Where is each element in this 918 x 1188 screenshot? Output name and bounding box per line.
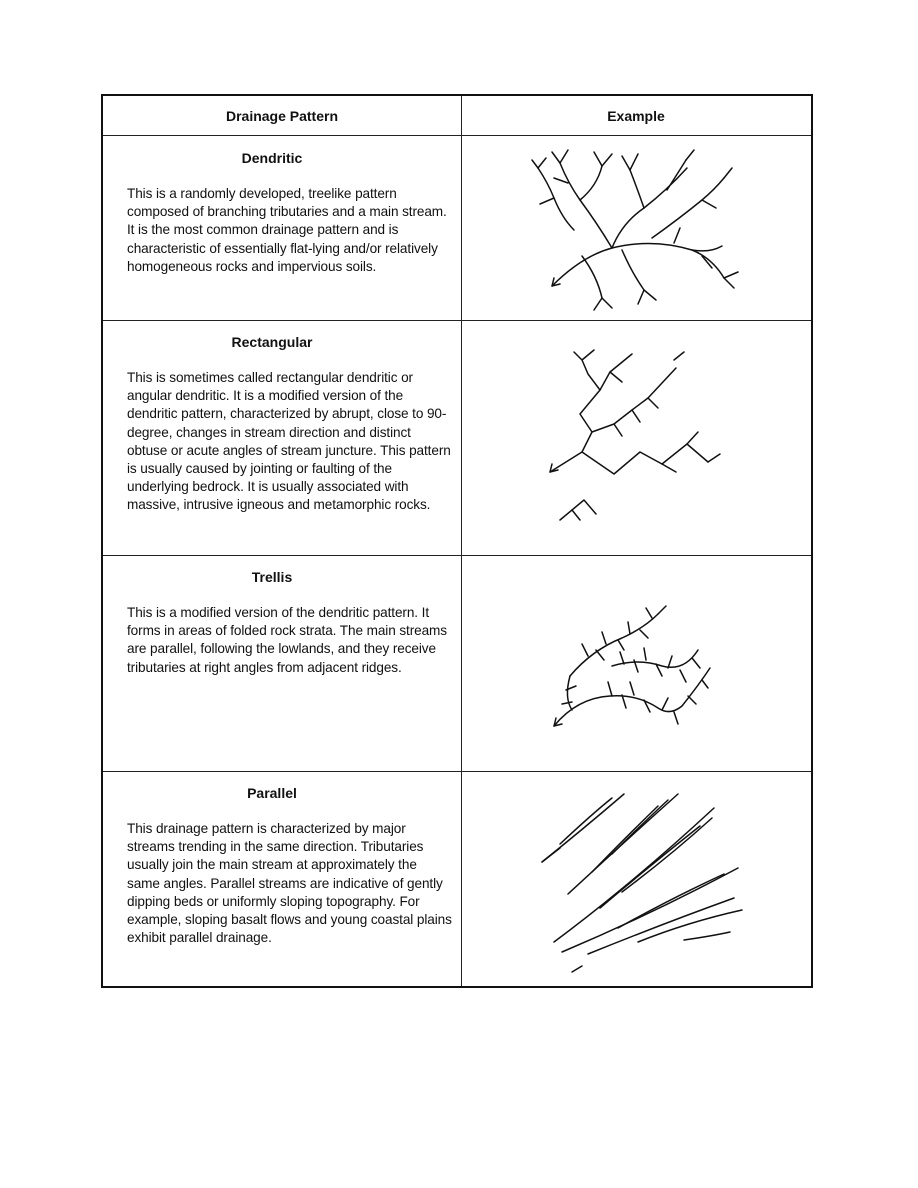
drainage-pattern-table xyxy=(101,94,813,988)
dendritic-figure xyxy=(462,138,812,323)
parallel-drainage-illustration xyxy=(462,774,812,986)
header-example: Example xyxy=(607,108,665,124)
row-rectangular xyxy=(127,334,453,515)
rectangular-figure xyxy=(462,324,812,559)
pattern-title: Trellis xyxy=(251,569,293,585)
header-drainage-pattern: Drainage Pattern xyxy=(225,108,339,124)
pattern-description: This is a randomly developed, treelike pattern composed of branching tributaries and a main stream. It is the most common drainage pattern and is characteristic of essentially flat-lying and/or relatively homogeneous rocks and impervious soils. xyxy=(127,186,447,274)
pattern-description: This is sometimes called rectangular dendritic or angular dendritic. It is a modified version of the dendritic pattern, characterized by abrupt, close to 90-degree, changes in stream direction and distinct obtuse or acute angles of stream juncture. This pattern is usually caused by jointing or faulting of the underlying bedrock. It is usually associated with massive, intrusive igneous and metamorphic rocks. xyxy=(127,370,451,513)
trellis-figure xyxy=(462,558,812,773)
pattern-description: This is a modified version of the dendritic pattern. It forms in areas of folded rock strata. The main streams are parallel, following the lowlands, and they receive tributaries at right angles from adjacent ridges. xyxy=(127,605,447,675)
pattern-title: Rectangular xyxy=(231,334,313,350)
pattern-title: Dendritic xyxy=(241,150,303,166)
row-parallel xyxy=(127,785,453,947)
parallel-figure xyxy=(462,774,812,991)
pattern-description: This drainage pattern is characterized by major streams trending in the same direction. Tributaries usually join the main stream at approximately the same angles. Parallel streams are indicative of gently dipping beds or uniformly sloping topography. For example, sloping basalt flows and young coastal plains exhibit parallel drainage. xyxy=(127,821,452,946)
pattern-title: Parallel xyxy=(247,785,297,801)
trellis-drainage-illustration xyxy=(462,558,812,768)
row-trellis xyxy=(127,569,453,677)
row-dendritic xyxy=(127,150,453,276)
dendritic-drainage-illustration xyxy=(462,138,812,318)
rectangular-drainage-illustration xyxy=(462,324,812,554)
